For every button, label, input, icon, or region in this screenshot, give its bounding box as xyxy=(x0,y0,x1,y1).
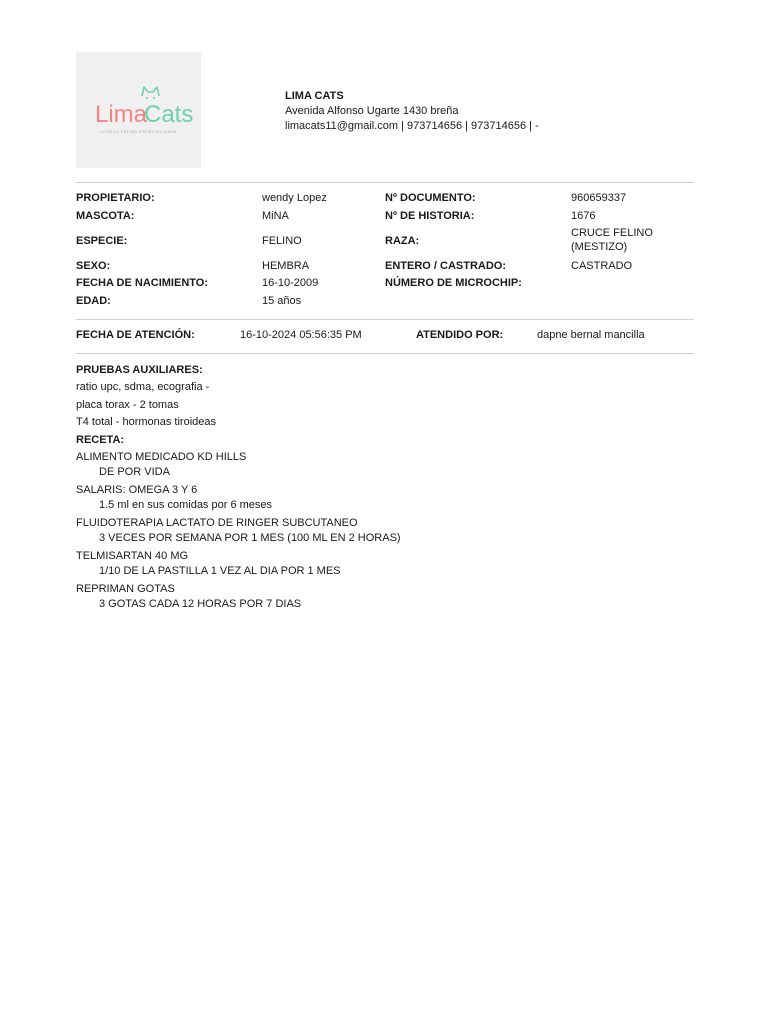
cat-logo-icon xyxy=(76,52,201,168)
document-label: Nº DOCUMENTO: xyxy=(385,192,476,204)
owner-label: PROPIETARIO: xyxy=(76,192,155,204)
age-value: 15 años xyxy=(262,295,302,307)
sex-label: SEXO: xyxy=(76,260,111,272)
prescription-item xyxy=(76,516,694,546)
clinic-name: LIMA CATS xyxy=(285,90,344,102)
drug-instructions: 1/10 DE LA PASTILLA 1 VEZ AL DIA POR 1 MES xyxy=(99,564,341,577)
logo-word-cats: Cats xyxy=(144,101,194,128)
breed-line-1: CRUCE FELINO xyxy=(571,227,653,239)
neutered-label: ENTERO / CASTRADO: xyxy=(385,260,506,272)
attention-date-value: 16-10-2024 05:56:35 PM xyxy=(240,329,362,341)
microchip-label: NÚMERO DE MICROCHIP: xyxy=(385,277,522,289)
history-label: Nº DE HISTORIA: xyxy=(385,210,475,222)
drug-instructions: 1.5 ml en sus comidas por 6 meses xyxy=(99,498,273,511)
birth-label: FECHA DE NACIMIENTO: xyxy=(76,277,208,289)
divider xyxy=(76,319,694,320)
clinical-section xyxy=(76,362,694,612)
logo-word-lima: Lima xyxy=(95,101,148,128)
prescription-item xyxy=(76,582,694,612)
drug-name: SALARIS: OMEGA 3 Y 6 xyxy=(76,483,198,496)
drug-instructions: DE POR VIDA xyxy=(99,465,170,478)
prescription-item xyxy=(76,450,694,480)
species-value: FELINO xyxy=(262,235,302,247)
breed-line-2: (MESTIZO) xyxy=(571,241,628,253)
divider xyxy=(76,182,694,183)
prescription-item xyxy=(76,549,694,579)
cat-eye-icon xyxy=(146,97,148,99)
drug-name: REPRIMAN GOTAS xyxy=(76,582,175,595)
clinic-contact: limacats11@gmail.com | 973714656 | 973714656 | - xyxy=(285,120,539,132)
species-label: ESPECIE: xyxy=(76,235,128,247)
attended-by-label: ATENDIDO POR: xyxy=(416,329,504,341)
clinic-info xyxy=(285,89,539,134)
breed-value xyxy=(571,226,653,254)
test-line: ratio upc, sdma, ecografia - xyxy=(76,381,210,393)
sex-value: HEMBRA xyxy=(262,260,310,272)
test-line: T4 total - hormonas tiroideas xyxy=(76,416,217,428)
prescription-heading: RECETA: xyxy=(76,433,125,446)
attended-by-value: dapne bernal mancilla xyxy=(537,329,645,341)
pet-value: MiNA xyxy=(262,210,289,222)
pet-label: MASCOTA: xyxy=(76,210,135,222)
owner-value: wendy Lopez xyxy=(262,192,327,204)
document-value: 960659337 xyxy=(571,192,627,204)
drug-instructions: 3 GOTAS CADA 12 HORAS POR 7 DIAS xyxy=(99,597,302,610)
birth-value: 16-10-2009 xyxy=(262,277,319,289)
drug-name: FLUIDOTERAPIA LACTATO DE RINGER SUBCUTANEO xyxy=(76,516,358,529)
test-line: placa torax - 2 tomas xyxy=(76,398,179,411)
drug-name: TELMISARTAN 40 MG xyxy=(76,549,189,562)
divider xyxy=(76,353,694,354)
logo-tagline: CLÍNICA FELINA ESPECIALIZADA xyxy=(100,129,177,134)
breed-label: RAZA: xyxy=(385,235,420,247)
clinic-address: Avenida Alfonso Ugarte 1430 breña xyxy=(285,105,459,117)
cat-eye-icon xyxy=(153,97,155,99)
drug-instructions: 3 VECES POR SEMANA POR 1 MES (100 ML EN 2 HORAS) xyxy=(99,531,401,544)
drug-name: ALIMENTO MEDICADO KD HILLS xyxy=(76,450,247,463)
clinic-logo xyxy=(76,52,201,168)
age-label: EDAD: xyxy=(76,295,111,307)
history-value: 1676 xyxy=(571,210,596,222)
cat-ears-icon xyxy=(142,87,159,96)
attention-date-label: FECHA DE ATENCIÓN: xyxy=(76,329,195,341)
tests-heading: PRUEBAS AUXILIARES: xyxy=(76,364,203,376)
prescription-item xyxy=(76,483,694,513)
neutered-value: CASTRADO xyxy=(571,260,633,272)
